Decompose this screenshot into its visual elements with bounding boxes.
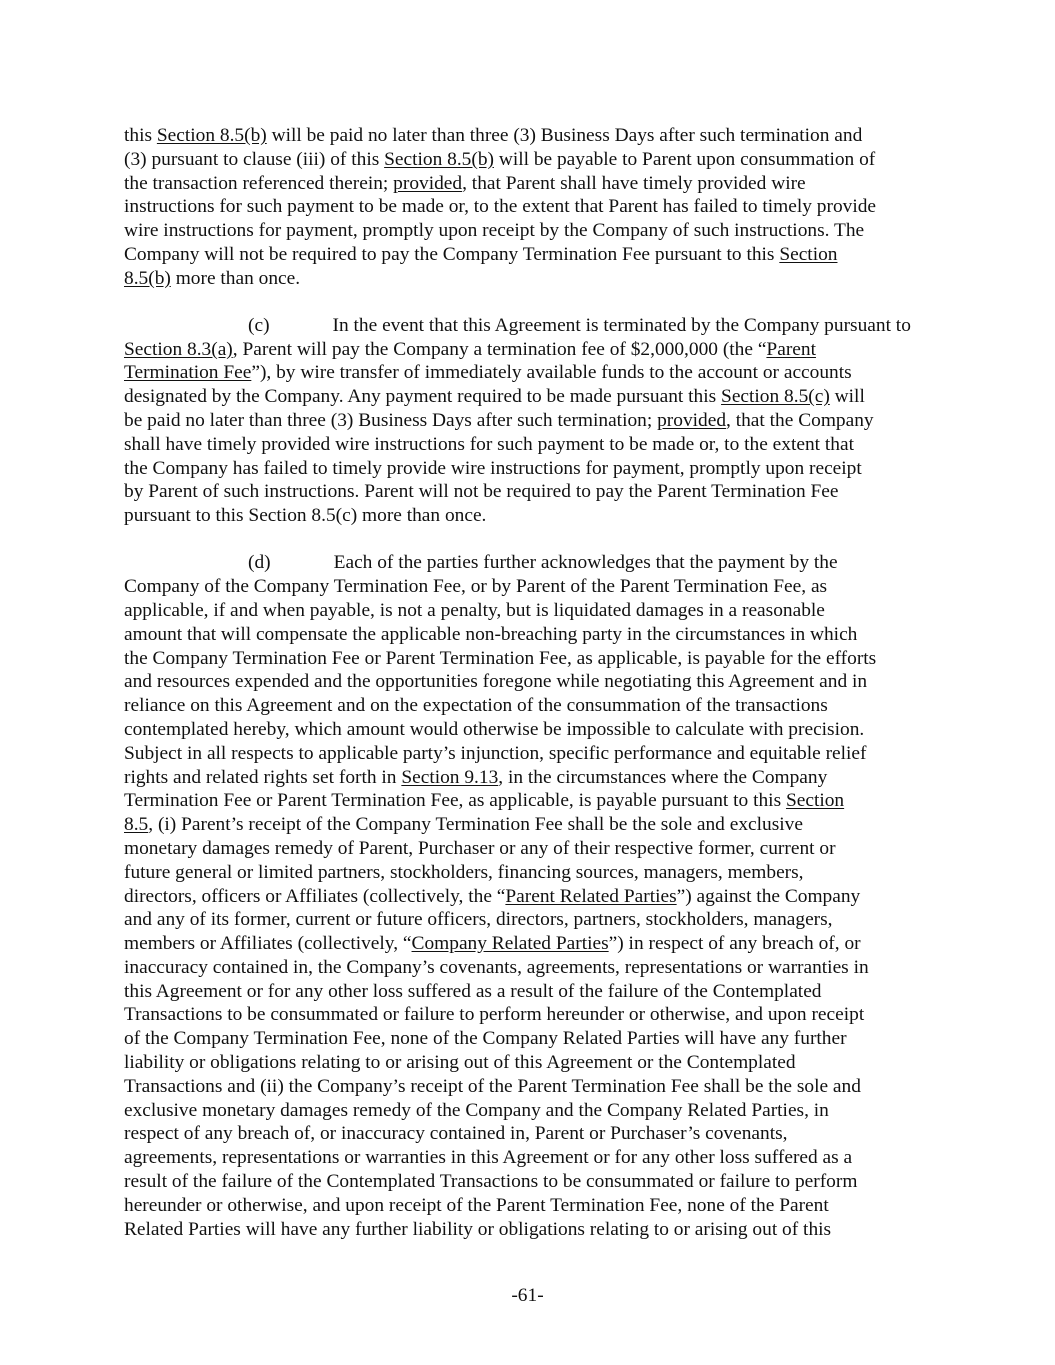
- text-run: , in the circumstances where the Company: [498, 766, 828, 788]
- text-run: liability or obligations relating to or arising out of this Agreement or the Contemplated: [124, 1052, 796, 1074]
- underlined-term: Section: [779, 243, 838, 265]
- text-line: [124, 647, 939, 671]
- text-run: members or Affiliates (collectively, “: [124, 933, 412, 955]
- underlined-term: Parent: [766, 338, 816, 360]
- text-line: [124, 623, 939, 647]
- text-line: [124, 1027, 939, 1051]
- underlined-term: Section: [785, 790, 845, 812]
- text-run: ”), by wire transfer of immediately available funds to the account or accounts: [251, 362, 852, 384]
- text-run: will be payable to Parent upon consummation of: [493, 148, 876, 170]
- text-line: [124, 1051, 939, 1075]
- text-line: [124, 1146, 939, 1170]
- text-run: this Agreement or for any other loss suffered as a result of the failure of the Contemplated: [124, 980, 822, 1002]
- text-run: the transaction referenced therein;: [124, 172, 394, 194]
- text-line: [124, 480, 939, 504]
- text-line: [124, 1170, 939, 1194]
- text-run: wire instructions for payment, promptly upon receipt by the Company of such instructions. The: [124, 220, 865, 242]
- text-run: designated by the Company. Any payment required to be made pursuant this: [124, 386, 722, 408]
- text-line: [124, 885, 939, 909]
- text-run: applicable, if and when payable, is not a penalty, but is liquidated damages in a reasonable: [124, 599, 825, 621]
- text-run: this: [124, 125, 157, 146]
- text-run: result of the failure of the Contemplated Transactions to be consummated or failure to perform: [124, 1171, 858, 1193]
- text-line: [124, 1003, 939, 1027]
- text-run: (c): [248, 314, 270, 336]
- text-run: the Company has failed to timely provide wire instructions for payment, promptly upon receipt: [124, 457, 862, 479]
- text-run: ”) in respect of any breach of, or: [608, 933, 861, 955]
- text-line: [124, 1099, 939, 1123]
- text-line: [124, 124, 939, 148]
- text-line: [124, 956, 939, 980]
- text-run: Transactions and (ii) the Company’s receipt of the Parent Termination Fee shall be the sole and: [124, 1075, 861, 1097]
- text-line: [124, 409, 939, 433]
- underlined-term: provided: [657, 410, 727, 432]
- text-line: [124, 172, 939, 196]
- underlined-term: Section 8.3(a): [124, 338, 233, 360]
- text-run: reliance on this Agreement and on the expectation of the consummation of the transactions: [124, 695, 828, 717]
- text-line: [124, 718, 939, 742]
- text-run: , that the Company: [726, 410, 874, 432]
- underlined-term: Section 8.5(b): [384, 148, 494, 170]
- text-line: [124, 837, 939, 861]
- text-run: (3) pursuant to clause (iii) of this: [124, 148, 385, 170]
- text-line: [124, 314, 939, 338]
- underlined-term: Termination Fee: [124, 362, 252, 384]
- text-line: [124, 361, 939, 385]
- text-run: more than once.: [170, 267, 301, 289]
- text-run: of the Company Termination Fee, none of the Company Related Parties will have any further: [124, 1028, 847, 1050]
- text-line: [124, 1075, 939, 1099]
- text-run: Transactions to be consummated or failure to perform hereunder or otherwise, and upon receipt: [124, 1004, 865, 1026]
- text-run: instructions for such payment to be made or, to the extent that Parent has failed to timely provide: [124, 196, 877, 218]
- paragraph-gap: [124, 291, 939, 314]
- text-run: be paid no later than three (3) Business Days after such termination;: [124, 410, 658, 432]
- text-run: amount that will compensate the applicable non-breaching party in the circumstances in which: [124, 623, 858, 645]
- text-line: [124, 551, 939, 575]
- text-run: exclusive monetary damages remedy of the Company and the Company Related Parties, in: [124, 1099, 829, 1121]
- text-run: by Parent of such instructions. Parent will not be required to pay the Parent Termination Fee: [124, 481, 839, 503]
- text-run: rights and related rights set forth in: [124, 766, 402, 788]
- underlined-term: 8.5(b): [124, 267, 171, 289]
- underlined-term: Section 9.13: [401, 766, 499, 788]
- text-run: Each of the parties further acknowledges that the payment by the: [333, 552, 838, 574]
- underlined-term: Section 8.5(b): [156, 125, 267, 146]
- text-run: Company of the Company Termination Fee, or by Parent of the Parent Termination Fee, as: [124, 576, 828, 598]
- text-line: [124, 457, 939, 481]
- paragraph-gap: [124, 528, 939, 551]
- text-line: [124, 766, 939, 790]
- underlined-term: provided: [393, 172, 463, 194]
- text-run: , that Parent shall have timely provided wire: [462, 172, 806, 194]
- text-line: [124, 433, 939, 457]
- text-line: [124, 908, 939, 932]
- text-line: [124, 504, 939, 528]
- text-run: and any of its former, current or future officers, directors, partners, stockholders, managers,: [124, 909, 833, 931]
- text-run: agreements, representations or warranties in this Agreement or for any other loss suffered as a: [124, 1147, 853, 1169]
- text-line: [124, 243, 939, 267]
- text-run: the Company Termination Fee or Parent Termination Fee, as applicable, is payable for the efforts: [124, 647, 877, 669]
- text-line: [124, 148, 939, 172]
- page-number: -61-: [511, 1285, 544, 1306]
- underlined-term: Company Related Parties: [411, 933, 609, 955]
- text-run: ”) against the Company: [676, 885, 861, 907]
- text-run: inaccuracy contained in, the Company’s covenants, agreements, representations or warranties in: [124, 956, 869, 978]
- text-line: [124, 932, 939, 956]
- text-run: directors, officers or Affiliates (collectively, the “: [124, 885, 506, 907]
- text-line: [124, 789, 939, 813]
- text-run: will be paid no later than three (3) Business Days after such termination and: [266, 125, 863, 146]
- text-run: Subject in all respects to applicable party’s injunction, specific performance and equitable relief: [124, 742, 867, 764]
- text-line: [124, 219, 939, 243]
- text-run: contemplated hereby, which amount would otherwise be impossible to calculate with precision.: [124, 718, 865, 740]
- text-run: Related Parties will have any further liability or obligations relating to or arising out of this: [124, 1218, 832, 1240]
- text-line: [124, 861, 939, 885]
- text-run: (d): [248, 552, 271, 574]
- text-run: will: [829, 386, 865, 408]
- underlined-term: Section 8.5(c): [721, 386, 830, 408]
- text-line: [124, 813, 939, 837]
- text-run: In the event that this Agreement is terminated by the Company pursuant to: [332, 314, 911, 336]
- text-line: [124, 980, 939, 1004]
- text-line: [124, 1218, 939, 1242]
- text-run: , (i) Parent’s receipt of the Company Termination Fee shall be the sole and exclusive: [148, 814, 803, 836]
- text-run: hereunder or otherwise, and upon receipt of the Parent Termination Fee, none of the Parent: [124, 1194, 829, 1216]
- text-run: shall have timely provided wire instructions for such payment to be made or, to the extent that: [124, 433, 854, 455]
- text-line: [124, 338, 939, 362]
- text-line: [124, 742, 939, 766]
- text-line: [124, 694, 939, 718]
- page-body: [124, 124, 939, 1241]
- text-line: [124, 575, 939, 599]
- text-line: [124, 1122, 939, 1146]
- text-line: [124, 670, 939, 694]
- text-line: [124, 267, 939, 291]
- text-line: [124, 195, 939, 219]
- text-run: Termination Fee or Parent Termination Fee, as applicable, is payable pursuant to this: [124, 790, 786, 812]
- text-line: [124, 385, 939, 409]
- text-line: [124, 1194, 939, 1218]
- text-run: Company will not be required to pay the Company Termination Fee pursuant to this: [124, 243, 780, 265]
- text-run: respect of any breach of, or inaccuracy contained in, Parent or Purchaser’s covenants,: [124, 1123, 788, 1145]
- underlined-term: Parent Related Parties: [505, 885, 677, 907]
- text-run: monetary damages remedy of Parent, Purchaser or any of their respective former, current or: [124, 837, 836, 859]
- text-line: [124, 599, 939, 623]
- text-run: and resources expended and the opportunities foregone while negotiating this Agreement and in: [124, 671, 868, 693]
- text-run: , Parent will pay the Company a termination fee of $2,000,000 (the “: [232, 338, 767, 360]
- text-run: pursuant to this Section 8.5(c) more than once.: [124, 505, 487, 527]
- underlined-term: 8.5: [124, 814, 149, 836]
- text-run: future general or limited partners, stockholders, financing sources, managers, members,: [124, 861, 804, 883]
